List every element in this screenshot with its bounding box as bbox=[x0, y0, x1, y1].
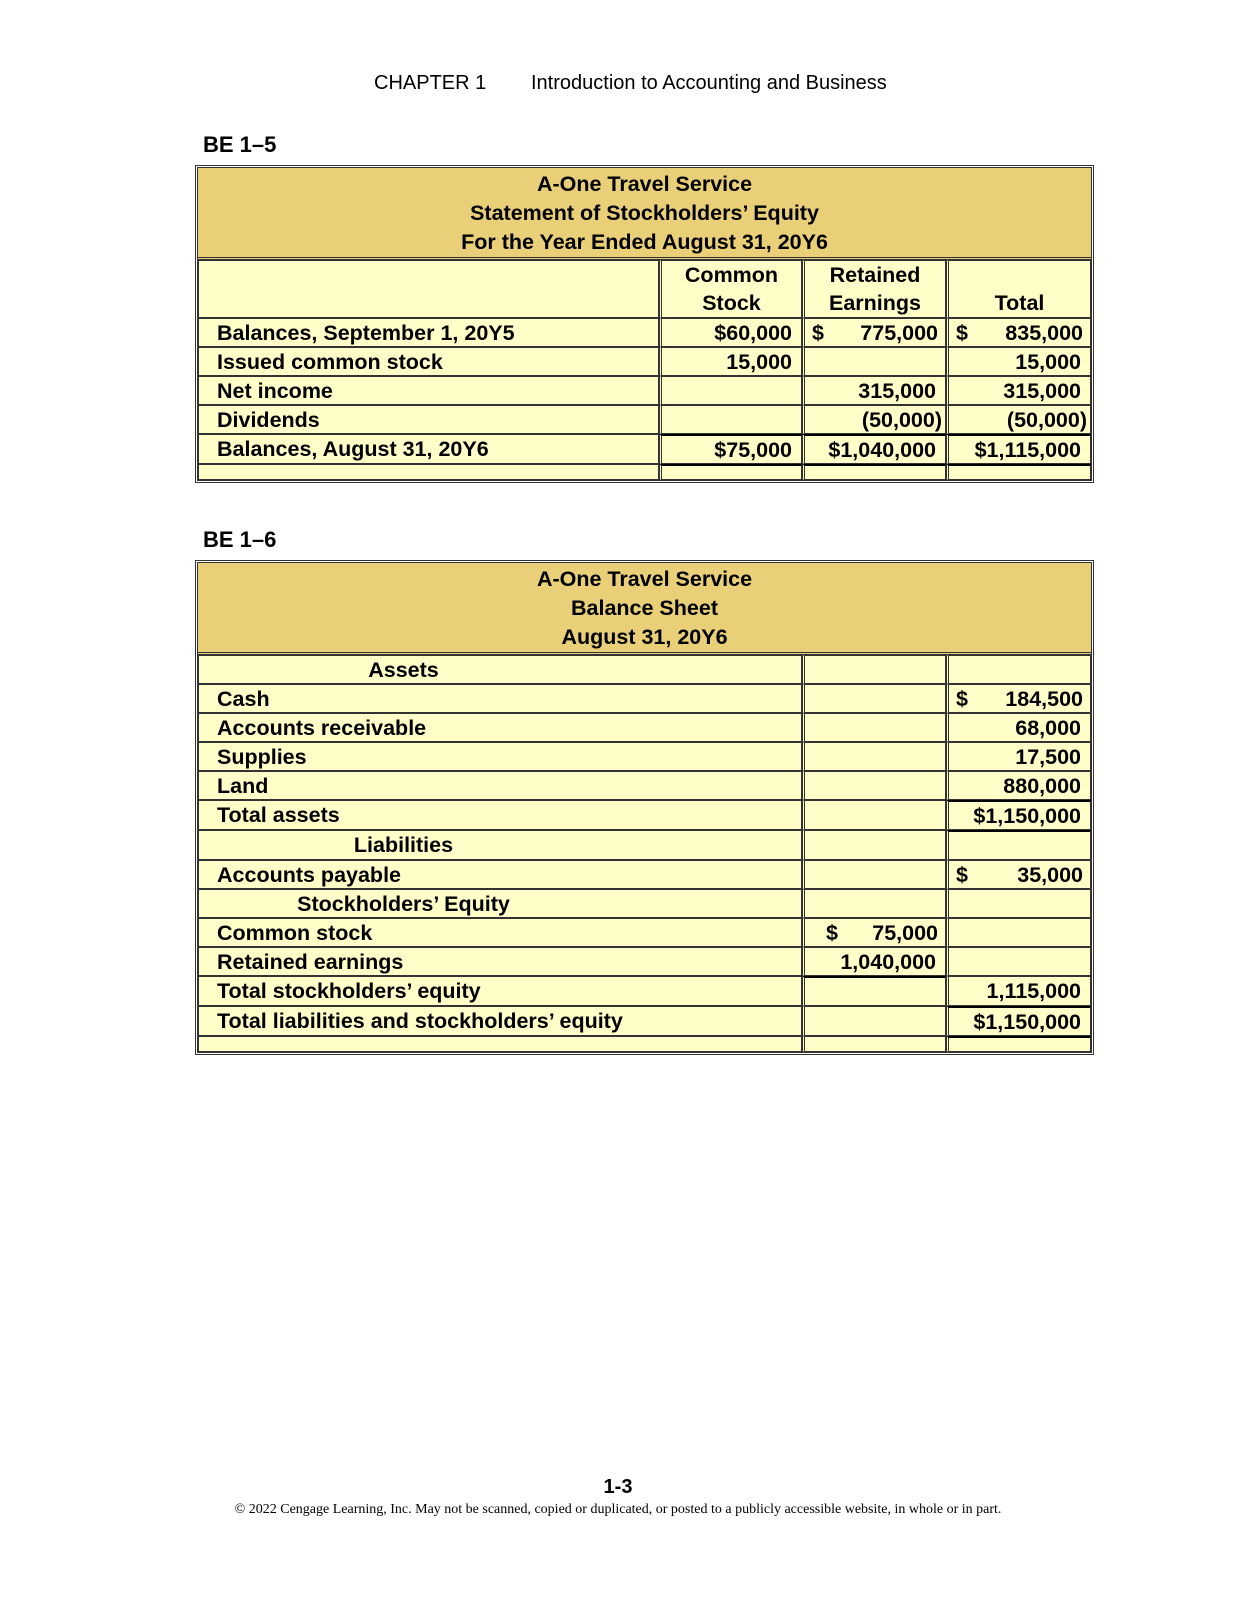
statement-period: August 31, 20Y6 bbox=[561, 625, 728, 649]
table-row: Total assets $1,150,000 bbox=[198, 800, 1091, 830]
stockholders-equity-statement bbox=[195, 165, 1094, 483]
balance-sheet-table bbox=[198, 655, 1091, 1052]
section-heading-liabilities: Liabilities bbox=[198, 830, 1091, 860]
statement-title: Balance Sheet bbox=[571, 596, 718, 620]
table-row: Retained earnings 1,040,000 bbox=[198, 947, 1091, 976]
table-row: Balances, August 31, 20Y6 $75,000 $1,040,000 $1,115,000 bbox=[198, 434, 1091, 464]
table-row-empty bbox=[198, 1036, 1091, 1052]
statement-header bbox=[198, 168, 1091, 260]
table-row: Total liabilities and stockholders’ equity $1,150,000 bbox=[198, 1006, 1091, 1036]
table-header-row bbox=[198, 260, 1091, 318]
company-name: A-One Travel Service bbox=[536, 567, 753, 591]
balance-sheet bbox=[195, 560, 1094, 1055]
table-row: Issued common stock 15,000 15,000 bbox=[198, 347, 1091, 376]
chapter-label: CHAPTER 1 bbox=[374, 72, 487, 94]
statement-period: For the Year Ended August 31, 20Y6 bbox=[461, 230, 828, 254]
col-total: Total bbox=[946, 260, 1091, 318]
table-row: Total stockholders’ equity 1,115,000 bbox=[198, 976, 1091, 1006]
statement-header bbox=[198, 563, 1091, 655]
table-row: Cash $ 184,500 bbox=[198, 684, 1091, 713]
table-row: Net income 315,000 315,000 bbox=[198, 376, 1091, 405]
table-row: Supplies 17,500 bbox=[198, 742, 1091, 771]
table-row: Dividends (50,000) (50,000) bbox=[198, 405, 1091, 434]
equity-table bbox=[198, 260, 1091, 480]
page-number: 1-3 bbox=[603, 1476, 633, 1498]
col-retained-earnings: Retained Earnings bbox=[802, 260, 946, 318]
statement-title: Statement of Stockholders’ Equity bbox=[470, 201, 819, 225]
table-row: Land 880,000 bbox=[198, 771, 1091, 800]
section-heading-assets: Assets bbox=[198, 655, 1091, 684]
col-common-stock: Common Stock bbox=[659, 260, 802, 318]
be15-label: BE 1–5 bbox=[203, 132, 277, 157]
table-row-empty bbox=[198, 464, 1091, 480]
be16-label: BE 1–6 bbox=[203, 527, 277, 552]
table-row: Accounts payable $ 35,000 bbox=[198, 860, 1091, 889]
table-row: Accounts receivable 68,000 bbox=[198, 713, 1091, 742]
table-row: Balances, September 1, 20Y5 $60,000 $ 775,000 $ 835,000 bbox=[198, 318, 1091, 347]
company-name: A-One Travel Service bbox=[536, 172, 753, 196]
chapter-title: Introduction to Accounting and Business bbox=[531, 72, 887, 94]
table-row: Common stock $ 75,000 bbox=[198, 918, 1091, 947]
copyright-notice: © 2022 Cengage Learning, Inc. May not be scanned, copied or duplicated, or posted to a publicly accessible website, in whole or in part. bbox=[234, 1502, 1002, 1517]
section-heading-equity: Stockholders’ Equity bbox=[198, 889, 1091, 918]
